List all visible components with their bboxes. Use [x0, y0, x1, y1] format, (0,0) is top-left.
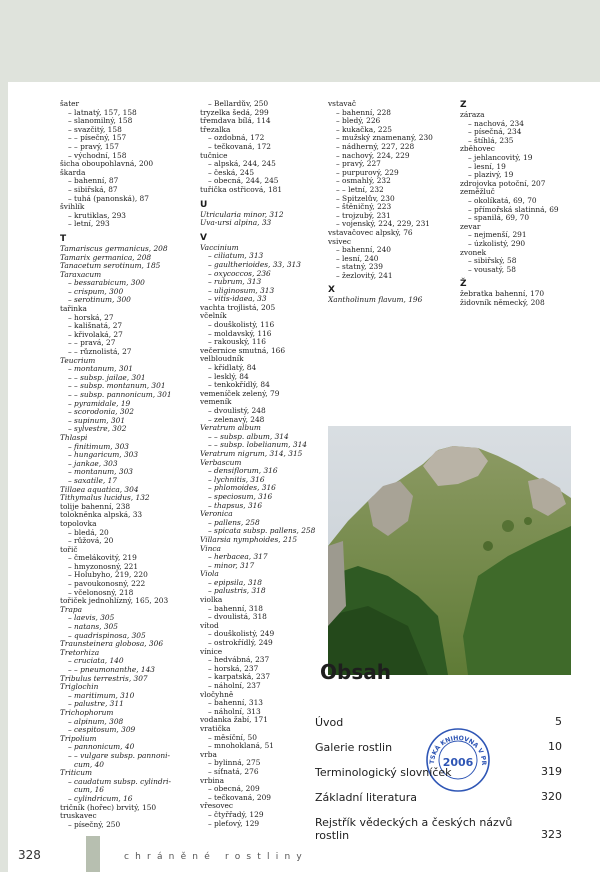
index-entry: – montanum, 301	[68, 365, 133, 374]
index-entry: – gaultherioides, 33, 313	[208, 260, 301, 269]
index-entry: – pyramidale, 19	[68, 399, 131, 408]
index-entry: – – subsp. montanum, 301	[68, 382, 166, 391]
index-entry: – síťnatá, 276	[208, 767, 259, 776]
index-entry: Tretorhiza	[60, 648, 100, 657]
index-entry: Tripolium	[60, 734, 97, 743]
index-entry: – – subsp. album, 314	[208, 432, 289, 441]
index-entry: – bahenní, 313	[208, 699, 264, 708]
index-entry: – horská, 237	[208, 664, 259, 673]
index-entry: – pannonicum, 40	[68, 743, 135, 752]
index-entry: – minor, 317	[208, 561, 255, 570]
index-entry: záraza	[460, 111, 485, 119]
index-entry: Tanacetum serotinum, 185	[60, 262, 161, 271]
contents-item[interactable]	[315, 788, 562, 807]
index-entry: – žezlovitý, 241	[336, 271, 393, 280]
index-column-1	[60, 100, 188, 829]
index-entry: – sibiřský, 58	[468, 257, 517, 266]
index-entry: Triglochin	[60, 683, 99, 692]
index-entry: – tenkokřídlý, 84	[208, 381, 270, 390]
index-entry: Taraxacum	[60, 270, 102, 279]
index-entry: – bylinná, 275	[208, 759, 261, 768]
index-entry: – uliginosum, 313	[208, 286, 275, 295]
contents-item-page: 320	[541, 790, 562, 803]
index-entry: – natans, 305	[68, 623, 118, 632]
index-entry: Villarsia nymphoides, 215	[200, 535, 298, 544]
index-entry: truskavec	[60, 812, 97, 821]
index-entry: – phlomoides, 316	[208, 484, 276, 493]
index-entry: Tribulus terrestris, 307	[60, 674, 148, 683]
index-entry: – alpská, 244, 245	[208, 160, 276, 169]
footer-bar	[86, 836, 100, 872]
index-entry: Triticum	[60, 769, 93, 778]
index-entry: vemeníček zelený, 79	[200, 389, 280, 398]
index-entry: – sibiřská, 87	[68, 185, 118, 194]
index-entry: vločyhně	[200, 690, 234, 699]
index-entry: vachta trojlistá, 205	[200, 303, 276, 312]
index-entry: – čmelákovitý, 219	[68, 554, 137, 563]
index-entry: – moldavský, 116	[208, 329, 272, 338]
index-entry: – speciosum, 316	[208, 492, 273, 501]
index-entry: – karpatská, 237	[208, 673, 271, 682]
index-entry: – douškolistý, 249	[208, 630, 275, 639]
contents-item[interactable]	[315, 713, 562, 732]
index-entry: Veratrum album	[200, 424, 261, 433]
index-entry: vřesovec	[200, 802, 234, 811]
index-entry: – letní, 293	[68, 220, 110, 229]
index-entry: – lesklý, 84	[208, 372, 249, 381]
index-entry: – jehlancovitý, 19	[468, 153, 533, 162]
index-entry: švihlík	[60, 203, 85, 212]
index-entry: – přímořská slatinná, 69	[468, 205, 559, 214]
index-entry: – bahenní, 318	[208, 604, 264, 613]
index-entry: Utricularia minor, 312	[200, 210, 284, 219]
index-entry: cum, 16	[74, 786, 105, 795]
index-entry: vstavačovec alpský, 76	[328, 228, 413, 237]
index-entry: – tuhá (panonská), 87	[68, 194, 149, 203]
contents-item-page: 319	[541, 765, 562, 778]
contents-item[interactable]	[315, 738, 562, 757]
index-entry: – caudatum subsp. cylindri-	[68, 777, 172, 786]
index-entry: zevar	[460, 222, 481, 231]
index-entry: – Bellardův, 250	[208, 100, 269, 108]
index-entry: – tečkovaná, 172	[208, 142, 272, 151]
index-entry: tořič	[60, 545, 78, 554]
index-entry: – úzkolistý, 290	[468, 239, 526, 248]
index-entry: – – písečný, 157	[68, 134, 127, 143]
index-entry: tryzelka šedá, 299	[200, 108, 269, 117]
index-entry: – vousatý, 58	[468, 265, 516, 274]
index-entry: – laevis, 305	[68, 614, 115, 623]
index-entry: – kališnatá, 27	[68, 322, 123, 331]
index-entry: vstavač	[328, 100, 357, 108]
stamp-year: 2006	[442, 756, 474, 769]
index-entry: – lesní, 240	[336, 254, 379, 263]
index-entry: židovník německý, 208	[460, 298, 545, 307]
index-entry: – crispum, 300	[68, 287, 124, 296]
index-entry: tuřička ostřicová, 181	[200, 185, 283, 194]
index-entry: – rakouský, 116	[208, 338, 266, 347]
index-entry: Teucrium	[60, 356, 96, 365]
contents-item-label: Terminologický slovníček	[315, 766, 452, 779]
contents-item-label: Základní literatura	[315, 791, 417, 804]
index-entry: – křídlatý, 84	[208, 364, 257, 373]
index-entry: Veratrum nigrum, 314, 315	[200, 449, 303, 458]
index-entry: večernice smutná, 166	[200, 346, 286, 355]
index-entry: Thlaspi	[60, 433, 88, 442]
index-entry: Traunsteinera globosa, 306	[60, 640, 164, 649]
index-entry: tolije bahenní, 238	[60, 502, 131, 511]
index-entry: – obecná, 244, 245	[208, 177, 279, 186]
index-entry: – – vulgare subsp. pannoni-	[68, 751, 171, 760]
index-entry: – – pravý, 157	[68, 142, 119, 151]
index-entry: topolovka	[60, 519, 97, 528]
contents-item-label: Rejstřík vědeckých a českých názvů rostlin	[315, 816, 513, 842]
index-entry: Trichophorum	[60, 708, 114, 717]
index-entry: Viola	[200, 570, 219, 579]
index-entry: – palustre, 311	[68, 700, 124, 709]
index-entry: – montanum, 303	[68, 468, 133, 477]
index-column-3	[328, 100, 450, 305]
index-entry: – palustris, 318	[208, 587, 266, 596]
index-letter-heading: X	[328, 285, 335, 296]
index-entry: – latnatý, 157, 158	[68, 108, 137, 117]
index-entry: třezalka	[200, 125, 231, 134]
index-entry: violka	[200, 596, 223, 605]
table-of-contents	[315, 713, 562, 845]
contents-item-page: 5	[555, 715, 562, 728]
index-entry: cum, 40	[74, 760, 105, 769]
index-entry: zvonek	[460, 248, 487, 257]
index-entry: – lychnitis, 316	[208, 475, 265, 484]
contents-item[interactable]	[315, 813, 562, 845]
contents-item-page: 10	[548, 740, 562, 753]
index-entry: – tečkovaná, 209	[208, 793, 272, 802]
index-entry: šicha oboupohlavná, 200	[60, 160, 154, 169]
index-entry: – horská, 27	[68, 313, 114, 322]
index-entry: – lesní, 19	[468, 162, 506, 171]
index-entry: – štěničný, 223	[336, 203, 392, 212]
index-entry: Verbascum	[200, 458, 242, 467]
index-entry: – vitis-idaea, 33	[208, 295, 267, 304]
index-entry: zeměžluč	[460, 188, 495, 197]
contents-item-label: Úvod	[315, 716, 344, 729]
index-entry: – densiflorum, 316	[208, 467, 278, 476]
index-entry: – bessarabicum, 300	[68, 279, 145, 288]
index-entry: – bahenní, 87	[68, 177, 119, 186]
contents-title: Obsah	[320, 660, 391, 684]
index-entry: – náholní, 313	[208, 707, 261, 716]
index-entry: – bahenní, 228	[336, 108, 392, 117]
index-entry: – finitimum, 303	[68, 442, 130, 451]
index-entry: Tamarix germanica, 208	[60, 253, 152, 262]
index-entry: – Holubyho, 219, 220	[68, 571, 148, 580]
index-entry: – plazivý, 19	[468, 171, 514, 180]
index-entry: tučnice	[200, 151, 228, 160]
index-entry: vodanka žabí, 171	[200, 716, 268, 725]
index-entry: – – letní, 232	[336, 185, 384, 194]
index-letter-heading: V	[200, 232, 207, 243]
index-letter-heading: U	[200, 199, 208, 210]
index-entry: tařinka	[60, 305, 87, 314]
index-entry: – ostrokřídlý, 249	[208, 639, 273, 648]
index-entry: – pallens, 258	[208, 518, 260, 527]
index-entry: – měsíční, 50	[208, 733, 257, 742]
index-entry: – hedvábná, 237	[208, 656, 270, 665]
contents-item[interactable]	[315, 763, 562, 782]
index-entry: – slanomilný, 158	[68, 117, 133, 126]
index-entry: – supinum, 301	[68, 416, 126, 425]
index-letter-heading: Z	[460, 100, 467, 110]
index-entry: – douškolistý, 116	[208, 321, 275, 330]
index-entry: – krutiklas, 293	[68, 211, 126, 220]
mountain-photo	[328, 426, 571, 675]
index-entry: – bledý, 226	[336, 117, 381, 126]
index-entry: – nejmenší, 291	[468, 231, 527, 240]
index-entry: – – pneumonanthe, 143	[68, 666, 156, 674]
index-entry: – pavoukonosný, 222	[68, 580, 146, 589]
index-entry: – cylindricum, 16	[68, 794, 133, 803]
index-entry: – vojenský, 224, 229, 231	[336, 220, 430, 229]
index-entry: – bledá, 20	[68, 528, 109, 537]
index-entry: – – subsp. jailae, 301	[68, 373, 146, 382]
index-entry: zdrojovka potoční, 207	[460, 179, 546, 188]
index-entry: Xantholinum flavum, 196	[328, 296, 423, 305]
index-entry: vrbina	[200, 776, 224, 785]
index-entry: – dvoulistá, 318	[208, 613, 267, 622]
index-entry: – pleťový, 129	[208, 819, 260, 828]
running-title: chráněné rostliny	[124, 852, 308, 862]
index-entry: – hungaricum, 303	[68, 451, 139, 460]
index-entry: vemeník	[200, 398, 232, 407]
index-entry: velbloudník	[200, 355, 244, 364]
index-entry: – písečný, 250	[68, 820, 121, 829]
index-entry: žebratka bahenní, 170	[460, 290, 545, 299]
index-entry: šater	[60, 100, 80, 108]
index-entry: – růžová, 20	[68, 537, 114, 546]
index-entry: – herbacea, 317	[208, 553, 268, 562]
index-entry: – náholní, 237	[208, 682, 261, 690]
index-entry: – dvoulistý, 248	[208, 407, 266, 415]
index-entry: Tithymalus lucidus, 132	[60, 494, 150, 503]
index-entry: tolokněnka alpská, 33	[60, 511, 143, 520]
index-entry: – hmyzonosný, 221	[68, 562, 139, 571]
index-entry: vratička	[200, 724, 231, 733]
index-entry: Tillaea aquatica, 304	[60, 485, 139, 494]
index-entry: vínice	[200, 647, 223, 656]
index-entry: – statný, 239	[336, 263, 383, 272]
index-entry: Uva-ursi alpina, 33	[200, 219, 272, 228]
index-entry: – scorodonia, 302	[68, 408, 134, 417]
index-entry: – štíhlá, 235	[468, 136, 514, 145]
index-entry: vítod	[200, 621, 219, 630]
index-entry: třemdava bílá, 114	[200, 117, 271, 126]
index-entry: – trojzubý, 231	[336, 211, 391, 220]
index-column-2	[200, 100, 318, 828]
index-entry: – ozdobná, 172	[208, 134, 265, 143]
index-entry: – – různolistá, 27	[68, 348, 132, 357]
contents-item-page: 323	[541, 828, 562, 841]
index-entry: Tamariscus germanicus, 208	[60, 244, 168, 253]
index-entry: – česká, 245	[208, 168, 255, 177]
index-entry: – Spitzelův, 230	[336, 194, 395, 203]
index-entry: – bahenní, 240	[336, 246, 392, 255]
index-entry: – cruciata, 140	[68, 657, 124, 666]
index-entry: Trapa	[60, 605, 83, 614]
index-entry: – pravý, 227	[336, 160, 381, 169]
index-entry: – východní, 158	[68, 151, 127, 160]
index-entry: včelník	[200, 312, 227, 321]
index-entry: – včelonosný, 218	[68, 588, 134, 597]
index-entry: – alpinum, 308	[68, 717, 124, 726]
contents-item-label: Galerie rostlin	[315, 741, 393, 754]
index-entry: Veronica	[200, 510, 233, 519]
index-entry: – – subsp. pannonicum, 301	[68, 391, 172, 399]
index-entry: – maritimum, 310	[68, 691, 135, 700]
index-entry: – sylvestre, 302	[68, 425, 127, 434]
page-number: 328	[18, 848, 41, 862]
stamp-text: TSKÁ KNIHOVNA V PR	[428, 734, 488, 766]
index-entry: – quadrispinosa, 305	[68, 631, 146, 640]
index-entry: – obecná, 209	[208, 785, 260, 794]
index-letter-heading: Ž	[460, 279, 467, 290]
index-entry: – svazčitý, 158	[68, 125, 122, 134]
index-entry: – jankae, 303	[68, 459, 118, 468]
index-entry: – písečná, 234	[468, 128, 522, 137]
index-entry: – nachová, 234	[468, 119, 524, 128]
index-entry: – serotinum, 300	[68, 296, 131, 305]
index-entry: – spicata subsp. pallens, 258	[208, 527, 316, 536]
index-entry: – oxycoccos, 236	[208, 269, 271, 278]
index-entry: – purpurový, 229	[336, 168, 399, 177]
index-column-4	[460, 100, 570, 307]
index-entry: – zelenavý, 248	[208, 415, 265, 424]
index-letter-heading: T	[60, 233, 67, 244]
index-entry: – – pravá, 27	[68, 339, 116, 348]
index-entry: – thapsus, 316	[208, 501, 263, 510]
index-entry: – čtyřřadý, 129	[208, 810, 264, 819]
index-entry: – okolíkatá, 69, 70	[468, 196, 537, 205]
index-entry: tořiček jednohlízný, 165, 203	[60, 597, 169, 606]
index-entry: Vaccinium	[200, 243, 239, 252]
index-entry: – nádherný, 227, 228	[336, 142, 415, 151]
index-entry: tričník (hořec) brvitý, 150	[60, 803, 157, 812]
index-entry: – – subsp. lobelianum, 314	[208, 441, 307, 450]
index-entry: – spanilá, 69, 70	[468, 214, 530, 223]
index-entry: – mužský znamenaný, 230	[336, 134, 433, 143]
index-entry: Vinca	[200, 544, 221, 553]
index-entry: – nachový, 224, 229	[336, 151, 410, 160]
index-entry: vsivec	[328, 237, 352, 246]
index-entry: – křivolaká, 27	[68, 330, 123, 339]
index-entry: – saxatile, 17	[68, 476, 117, 485]
index-entry: vrba	[200, 750, 217, 759]
index-entry: – mnohoklaná, 51	[208, 742, 274, 751]
index-entry: – osmahlý, 232	[336, 177, 391, 186]
index-entry: – ciliatum, 313	[208, 252, 264, 261]
index-entry: zběhovec	[460, 145, 495, 154]
index-entry: – kukačka, 225	[336, 125, 392, 134]
index-entry: – cespitosum, 309	[68, 726, 136, 735]
index-entry: – epipsila, 318	[208, 578, 262, 587]
index-entry: škarda	[60, 168, 86, 177]
index-entry: – rubrum, 313	[208, 278, 262, 287]
